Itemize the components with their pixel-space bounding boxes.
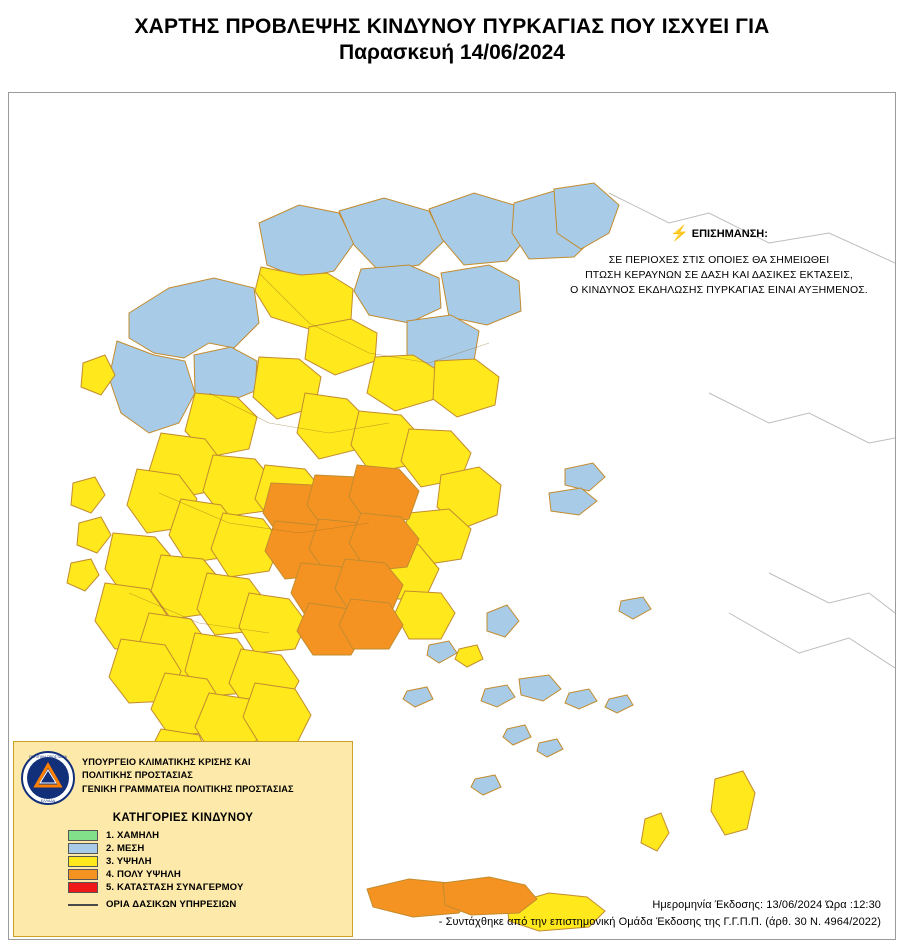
fire-risk-map: [8, 92, 896, 940]
legend-item-medium: [68, 843, 352, 854]
legend-item-low: [68, 830, 352, 841]
ministry-line-3: ΓΕΝΙΚΗ ΓΡΑΜΜΑΤΕΙΑ ΠΟΛΙΤΙΚΗΣ ΠΡΟΣΤΑΣΙΑΣ: [82, 783, 294, 794]
issue-info-footer: [439, 897, 881, 931]
legend-swatch-very-high: [68, 869, 98, 880]
forest-boundary-line-icon: [68, 904, 98, 906]
title-line-1: ΧΑΡΤΗΣ ΠΡΟΒΛΕΨΗΣ ΚΙΝΔΥΝΟΥ ΠΥΡΚΑΓΙΑΣ ΠΟΥ ΙΣΧΥΕΙ ΓΙΑ: [134, 15, 770, 38]
ministry-line-2: ΠΟΛΙΤΙΚΗΣ ΠΡΟΣΤΑΣΙΑΣ: [82, 770, 193, 781]
legend-item-forest-boundary: [68, 899, 352, 910]
legend-panel: [13, 741, 353, 937]
svg-text:ΠΟΛΙΤΙΚΗ ΠΡΟΣΤΑΣΙΑ: ΠΟΛΙΤΙΚΗ ΠΡΟΣΤΑΣΙΑ: [29, 755, 67, 759]
legend-header: [14, 742, 352, 808]
legend-swatch-medium: [68, 843, 98, 854]
legend-item-alert: [68, 882, 352, 893]
author-line: - Συντάχθηκε από την επιστημονική Ομάδα Έκδοσης της Γ.Γ.Π.Π. (άρθ. 30 Ν. 4964/2022): [438, 915, 881, 928]
legend-swatch-high: [68, 856, 98, 867]
legend-label-medium: 2. ΜΕΣΗ: [106, 843, 145, 854]
legend-label-very-high: 4. ΠΟΛΥ ΥΨΗΛΗ: [106, 869, 181, 880]
ministry-line-1: ΥΠΟΥΡΓΕΙΟ ΚΛΙΜΑΤΙΚΗΣ ΚΡΙΣΗΣ ΚΑΙ: [82, 757, 251, 767]
ministry-name-block: [82, 750, 294, 796]
legend-title: ΚΑΤΗΓΟΡΙΕΣ ΚΙΝΔΥΝΟΥ: [112, 812, 254, 824]
legend-item-very-high: [68, 869, 352, 880]
legend-label-forest-boundary: ΟΡΙΑ ΔΑΣΙΚΩΝ ΥΠΗΡΕΣΙΩΝ: [106, 899, 237, 910]
legend-swatch-alert: [68, 882, 98, 893]
lightning-note: [569, 223, 869, 298]
legend-swatch-low: [68, 830, 98, 841]
lightning-bolt-icon: ⚡: [670, 225, 689, 242]
title-line-2: Παρασκευή 14/06/2024: [338, 41, 565, 65]
legend-label-low: 1. ΧΑΜΗΛΗ: [106, 830, 160, 841]
legend-label-high: 3. ΥΨΗΛΗ: [106, 856, 152, 867]
civil-protection-logo-icon: [20, 750, 76, 806]
legend-item-high: [68, 856, 352, 867]
note-line-2: ΠΤΩΣΗ ΚΕΡΑΥΝΩΝ ΣΕ ΔΑΣΗ ΚΑΙ ΔΑΣΙΚΕΣ ΕΚΤΑΣΕΙΣ,: [585, 268, 853, 281]
page-title: [0, 0, 904, 67]
note-line-3: Ο ΚΙΝΔΥΝΟΣ ΕΚΔΗΛΩΣΗΣ ΠΥΡΚΑΓΙΑΣ ΕΙΝΑΙ ΑΥΞΗΜΕΝΟΣ.: [570, 284, 868, 297]
legend-label-alert: 5. ΚΑΤΑΣΤΑΣΗ ΣΥΝΑΓΕΡΜΟΥ: [106, 882, 244, 893]
note-header-label: ΕΠΙΣΗΜΑΝΣΗ:: [691, 228, 768, 240]
note-line-1: ΣΕ ΠΕΡΙΟΧΕΣ ΣΤΙΣ ΟΠΟΙΕΣ ΘΑ ΣΗΜΕΙΩΘΕΙ: [608, 253, 830, 266]
issue-date-line: Ημερομηνία Έκδοσης: 13/06/2024 Ώρα :12:30: [652, 898, 881, 911]
svg-text:ΕΛΛΑΔΑ: ΕΛΛΑΔΑ: [40, 799, 56, 803]
note-header-row: [569, 223, 869, 245]
